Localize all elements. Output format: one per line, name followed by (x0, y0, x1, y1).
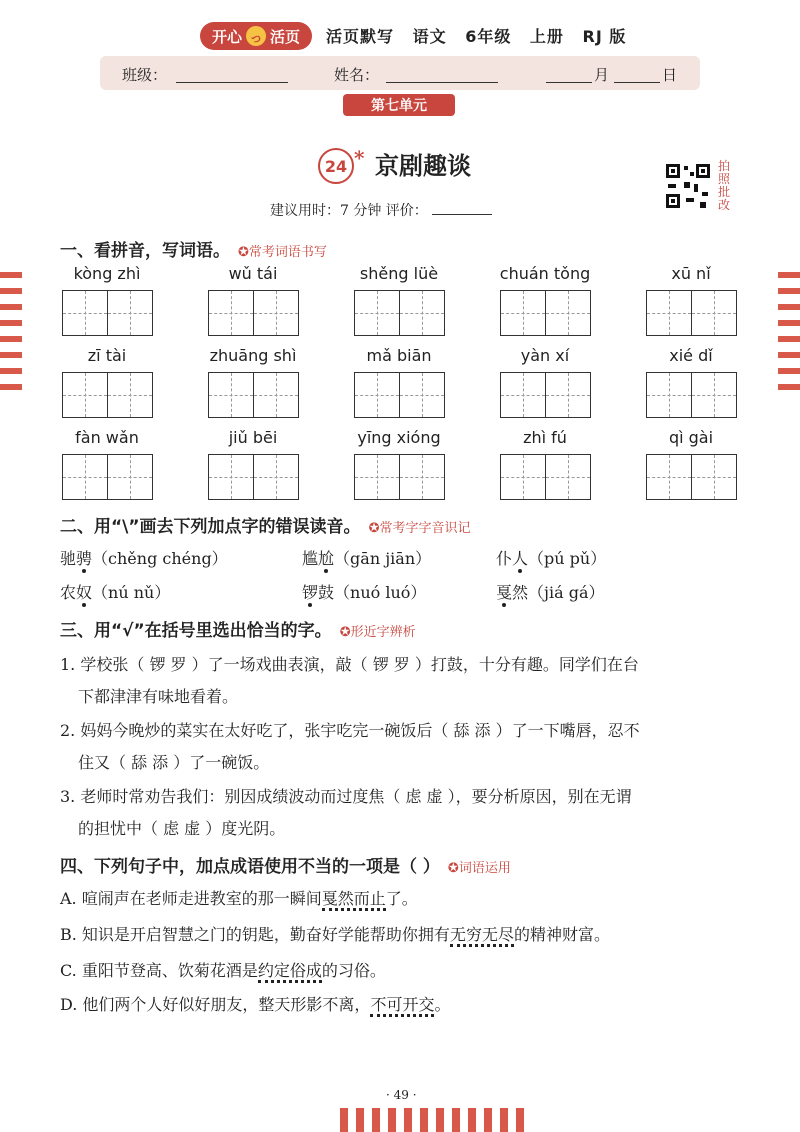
writing-box[interactable] (500, 454, 546, 500)
word-cell (630, 264, 752, 336)
pinyin: jiǔ bēi (228, 428, 278, 447)
question-3-3-line1: 3. 老师时常劝告我们：别因成绩波动而过度焦（ 虑 虚 ），要分析原因，别在无谓 (60, 787, 632, 806)
pinyin: qì gài (668, 428, 714, 447)
page-number: · 49 · (386, 1088, 417, 1102)
question-3-2-line2: 住又（ 舔 添 ）了一碗饭。 (78, 753, 270, 772)
word-cell (338, 428, 460, 500)
scan-hint: 拍照批改 (718, 159, 731, 212)
option-text: 的习俗。 (321, 961, 386, 980)
dotted-idiom: 约定俗成 (258, 961, 322, 983)
lesson-number: 24 (318, 148, 354, 184)
writing-box[interactable] (254, 454, 299, 500)
brand-logo (200, 22, 312, 50)
writing-box[interactable] (108, 290, 153, 336)
dotted-idiom: 无穷无尽 (450, 925, 514, 947)
writing-box[interactable] (108, 372, 153, 418)
pinyin: mǎ biān (366, 346, 432, 365)
name-label: 姓名： (334, 66, 380, 84)
bottom-decor-bars (340, 1108, 524, 1132)
option-text: D. 他们两个人好似好朋友，整天形影不离， (60, 995, 371, 1014)
writing-box[interactable] (400, 290, 445, 336)
day-label: 日 (662, 66, 678, 84)
writing-box[interactable] (354, 290, 400, 336)
brand-right: 活页 (270, 27, 301, 46)
writing-box[interactable] (62, 454, 108, 500)
char: 仆 (496, 549, 513, 568)
pinyin-options[interactable]: （chěng chéng） (92, 549, 228, 568)
option-b[interactable] (60, 922, 610, 945)
writing-box[interactable] (692, 372, 737, 418)
book-edition: RJ 版 (582, 27, 627, 46)
writing-box[interactable] (254, 290, 299, 336)
qr-code-icon[interactable] (664, 162, 712, 210)
option-text: A. 喧闹声在老师走进教室的那一瞬间 (60, 889, 322, 908)
writing-box[interactable] (692, 290, 737, 336)
word-cell (630, 346, 752, 418)
word-cell (46, 346, 168, 418)
day-field[interactable] (614, 82, 660, 83)
char: 然 (512, 583, 529, 602)
item (302, 546, 431, 569)
word-cell (192, 428, 314, 500)
writing-box[interactable] (546, 454, 591, 500)
char: 尴 (302, 549, 319, 568)
word-cell (338, 346, 460, 418)
pinyin: zhuāng shì (209, 346, 297, 365)
rating-field[interactable] (432, 214, 492, 215)
item (302, 580, 426, 603)
month-field[interactable] (546, 82, 592, 83)
lesson-title: 京剧趣谈 (375, 152, 471, 180)
dotted-idiom: 不可开交 (370, 995, 434, 1017)
left-decor-stripes (0, 272, 22, 400)
section-4-heading: 四、下列句子中，加点成语使用不当的一项是（ ） (60, 857, 440, 877)
pinyin-options[interactable]: （nú nǔ） (92, 583, 171, 602)
unit-badge: 第七单元 (343, 94, 455, 116)
option-text: 的精神财富。 (513, 925, 610, 944)
dotted-char: 奴 (76, 583, 93, 602)
char: 鼓 (318, 583, 335, 602)
writing-box[interactable] (208, 372, 254, 418)
option-text: 。 (434, 995, 451, 1014)
word-cell (484, 346, 606, 418)
brand-mid: っ (246, 26, 266, 46)
writing-box[interactable] (354, 372, 400, 418)
book-grade: 6年级 (465, 27, 512, 46)
option-text: B. 知识是开启智慧之门的钥匙，勤奋好学能帮助你拥有 (60, 925, 450, 944)
pinyin: fàn wǎn (75, 428, 139, 447)
dotted-char: 戛 (496, 583, 513, 602)
section-4-tag: ✪词语运用 (447, 861, 511, 876)
section-2-tag: ✪常考字字音识记 (368, 521, 471, 536)
page-header (200, 20, 627, 52)
book-info (326, 24, 638, 47)
writing-box[interactable] (254, 372, 299, 418)
word-cell (630, 428, 752, 500)
pinyin-options[interactable]: （pú pǔ） (528, 549, 607, 568)
writing-box[interactable] (546, 372, 591, 418)
dotted-idiom: 戛然而止 (322, 889, 386, 911)
section-1-tag: ✪常考词语书写 (238, 245, 327, 260)
section-4-title (60, 852, 511, 877)
pinyin: chuán tǒng (499, 264, 591, 283)
pinyin: yīng xióng (357, 428, 441, 447)
book-volume: 上册 (529, 27, 564, 46)
word-cell (46, 264, 168, 336)
student-info-bar (100, 56, 700, 90)
pinyin: zhì fú (523, 428, 567, 447)
dotted-char: 锣 (302, 583, 319, 602)
name-field[interactable] (386, 82, 498, 83)
writing-box[interactable] (62, 372, 108, 418)
writing-box[interactable] (500, 372, 546, 418)
time-and-rating (270, 200, 492, 220)
writing-box[interactable] (646, 454, 692, 500)
section-1-title (60, 236, 327, 261)
writing-box[interactable] (108, 454, 153, 500)
writing-box[interactable] (646, 372, 692, 418)
section-3-heading: 三、用“√”在括号里选出恰当的字。 (60, 621, 332, 641)
char: 驰 (60, 549, 77, 568)
writing-box[interactable] (546, 290, 591, 336)
qr-pattern (664, 162, 712, 210)
pinyin: kòng zhì (73, 264, 141, 283)
writing-box[interactable] (400, 454, 445, 500)
brand-left: 开心 (211, 27, 242, 46)
writing-box[interactable] (354, 454, 400, 500)
word-cell (484, 264, 606, 336)
month-label: 月 (594, 66, 610, 84)
section-2-title (60, 512, 470, 537)
writing-box[interactable] (62, 290, 108, 336)
item (60, 546, 228, 569)
option-a[interactable] (60, 886, 418, 909)
option-text: 了。 (385, 889, 418, 908)
option-d[interactable] (60, 992, 450, 1015)
writing-box[interactable] (400, 372, 445, 418)
item (60, 580, 170, 603)
class-field[interactable] (176, 82, 288, 83)
question-3-3-line2: 的担忧中（ 虑 虚 ）度光阴。 (78, 819, 286, 838)
item (496, 580, 605, 603)
writing-box[interactable] (500, 290, 546, 336)
time-text: 建议用时：7 分钟 评价： (270, 203, 428, 219)
question-3-1-line1: 1. 学校张（ 锣 罗 ）了一场戏曲表演，敲（ 锣 罗 ）打鼓，十分有趣。同学们在台 (60, 655, 639, 674)
dotted-char: 骋 (76, 549, 93, 568)
class-label: 班级： (122, 66, 168, 84)
pinyin-options[interactable]: （gān jiān） (334, 549, 432, 568)
section-1-heading: 一、看拼音，写词语。 (60, 241, 230, 261)
right-decor-stripes (778, 272, 800, 400)
option-text: C. 重阳节登高、饮菊花酒是 (60, 961, 258, 980)
dotted-char: 人 (512, 549, 529, 568)
book-series: 活页默写 (326, 27, 395, 46)
word-cell (338, 264, 460, 336)
writing-box[interactable] (208, 290, 254, 336)
question-3-1-line2: 下都津津有味地看着。 (78, 687, 239, 706)
word-cell (46, 428, 168, 500)
option-c[interactable] (60, 958, 386, 981)
item (496, 546, 606, 569)
section-3-tag: ✪形近字辨析 (339, 625, 416, 640)
question-3-2-line1: 2. 妈妈今晚炒的菜实在太好吃了，张宇吃完一碗饭后（ 舔 添 ）了一下嘴唇，忍不 (60, 721, 640, 740)
pinyin-options[interactable]: （jiá gá） (528, 583, 605, 602)
pinyin: zī tài (87, 346, 127, 365)
section-3-title (60, 616, 416, 641)
book-subject: 语文 (412, 27, 447, 46)
pinyin: xié dǐ (669, 346, 713, 365)
pinyin: shěng lüè (359, 264, 439, 283)
word-cell (484, 428, 606, 500)
lesson-star: * (354, 146, 365, 170)
dotted-char: 尬 (318, 549, 335, 568)
pinyin: wǔ tái (228, 264, 278, 283)
pinyin-options[interactable]: （nuó luó） (334, 583, 427, 602)
word-cell (192, 346, 314, 418)
word-cell (192, 264, 314, 336)
pinyin: xū nǐ (671, 264, 711, 283)
char: 农 (60, 583, 77, 602)
writing-box[interactable] (208, 454, 254, 500)
writing-box[interactable] (692, 454, 737, 500)
writing-box[interactable] (646, 290, 692, 336)
section-2-heading: 二、用“\”画去下列加点字的错误读音。 (60, 517, 361, 537)
pinyin: yàn xí (520, 346, 570, 365)
